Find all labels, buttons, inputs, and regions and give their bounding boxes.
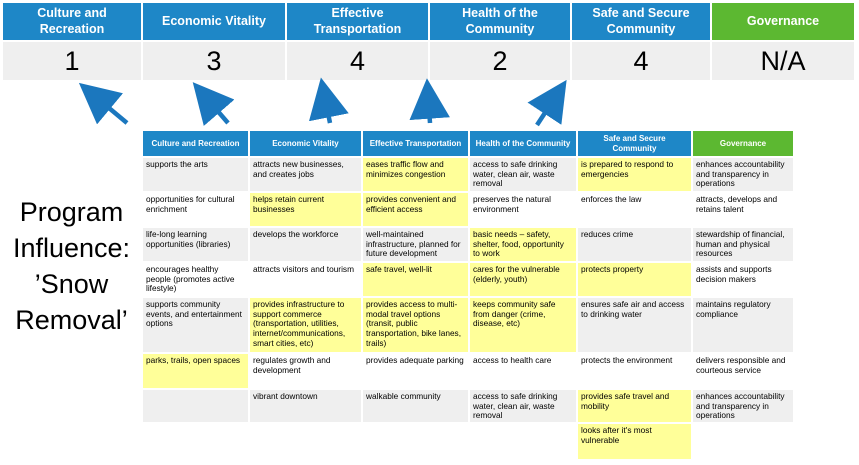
arrow-up-icon bbox=[537, 93, 558, 125]
matrix-cell: keeps community safe from danger (crime, disease, etc) bbox=[470, 298, 576, 352]
matrix-cell bbox=[693, 424, 793, 459]
priority-header-governance: Governance bbox=[712, 3, 854, 40]
matrix-cell: opportunities for cultural enrichment bbox=[143, 193, 248, 226]
matrix-cell: provides access to multi-modal travel options (transit, public transportation, bike lanes, trails) bbox=[363, 298, 468, 352]
matrix-cell: life-long learning opportunities (libraries) bbox=[143, 228, 248, 261]
matrix-cell: enhances accountability and transparency in operations bbox=[693, 158, 793, 191]
matrix-cell: access to safe drinking water, clean air, waste removal bbox=[470, 158, 576, 191]
matrix-cell: access to health care bbox=[470, 354, 576, 388]
matrix-cell: develops the workforce bbox=[250, 228, 361, 261]
matrix-cell: reduces crime bbox=[578, 228, 691, 261]
matrix-cell: is prepared to respond to emergencies bbox=[578, 158, 691, 191]
matrix-cell: eases traffic flow and minimizes congestion bbox=[363, 158, 468, 191]
priority-header-effective-transportation: Effective Transportation bbox=[287, 3, 428, 40]
priority-header-culture-and-recreation: Culture and Recreation bbox=[3, 3, 141, 40]
matrix-cell: enforces the law bbox=[578, 193, 691, 226]
matrix-cell bbox=[470, 424, 576, 459]
program-title-line: Removal’ bbox=[15, 305, 128, 335]
matrix-cell: walkable community bbox=[363, 390, 468, 422]
score-value-effective-transportation: 4 bbox=[287, 42, 428, 80]
matrix-cell: provides infrastructure to support commerce (transportation, utilities, internet/communications, smart cities, etc) bbox=[250, 298, 361, 352]
matrix-cell: ensures safe air and access to drinking water bbox=[578, 298, 691, 352]
matrix-cell: helps retain current businesses bbox=[250, 193, 361, 226]
score-value-safe-and-secure-community: 4 bbox=[572, 42, 710, 80]
matrix-cell bbox=[143, 424, 248, 459]
matrix-cell: protects the environment bbox=[578, 354, 691, 388]
matrix-cell: looks after it's most vulnerable bbox=[578, 424, 691, 459]
matrix-cell bbox=[143, 390, 248, 422]
matrix-cell: cares for the vulnerable (elderly, youth) bbox=[470, 263, 576, 296]
matrix-header-effective-transportation: Effective Transportation bbox=[363, 131, 468, 156]
matrix-cell: encourages healthy people (promotes active lifestyle) bbox=[143, 263, 248, 296]
matrix-cell: provides adequate parking bbox=[363, 354, 468, 388]
matrix-cell: delivers responsible and courteous service bbox=[693, 354, 793, 388]
matrix-cell: supports community events, and entertainment options bbox=[143, 298, 248, 352]
matrix-cell: access to safe drinking water, clean air, waste removal bbox=[470, 390, 576, 422]
matrix-header-economic-vitality: Economic Vitality bbox=[250, 131, 361, 156]
matrix-cell: supports the arts bbox=[143, 158, 248, 191]
matrix-cell: stewardship of financial, human and physical resources bbox=[693, 228, 793, 261]
priority-header-economic-vitality: Economic Vitality bbox=[143, 3, 285, 40]
program-title-line: Influence: bbox=[12, 233, 131, 263]
matrix-cell: safe travel, well-lit bbox=[363, 263, 468, 296]
matrix-cell: vibrant downtown bbox=[250, 390, 361, 422]
matrix-cell bbox=[363, 424, 468, 459]
matrix-header-governance: Governance bbox=[693, 131, 793, 156]
score-row bbox=[3, 42, 854, 80]
program-influence-title bbox=[0, 194, 143, 338]
priority-header-health-of-the-community: Health of the Community bbox=[430, 3, 570, 40]
matrix-cell: protects property bbox=[578, 263, 691, 296]
matrix-cell: maintains regulatory compliance bbox=[693, 298, 793, 352]
score-value-economic-vitality: 3 bbox=[143, 42, 285, 80]
matrix-header-culture-and-recreation: Culture and Recreation bbox=[143, 131, 248, 156]
matrix-cell: provides convenient and efficient access bbox=[363, 193, 468, 226]
matrix-cell: enhances accountability and transparency in operations bbox=[693, 390, 793, 422]
matrix-header-health-of-the-community: Health of the Community bbox=[470, 131, 576, 156]
arrow-up-icon bbox=[324, 93, 330, 123]
matrix-cell: attracts new businesses, and creates jobs bbox=[250, 158, 361, 191]
priority-header-safe-and-secure-community: Safe and Secure Community bbox=[572, 3, 710, 40]
matrix-cell: regulates growth and development bbox=[250, 354, 361, 388]
matrix-cell: well-maintained infrastructure, planned for future development bbox=[363, 228, 468, 261]
matrix-cell: basic needs – safety, shelter, food, opportunity to work bbox=[470, 228, 576, 261]
matrix-cell: attracts visitors and tourism bbox=[250, 263, 361, 296]
score-value-governance: N/A bbox=[712, 42, 854, 80]
arrow-up-icon bbox=[91, 93, 127, 123]
matrix-header-safe-and-secure-community: Safe and Secure Community bbox=[578, 131, 691, 156]
program-title-line: ’Snow bbox=[34, 269, 109, 299]
matrix-cell: attracts, develops and retains talent bbox=[693, 193, 793, 226]
influence-matrix bbox=[143, 131, 793, 459]
score-value-culture-and-recreation: 1 bbox=[3, 42, 141, 80]
matrix-cell bbox=[250, 424, 361, 459]
arrow-up-icon bbox=[203, 94, 228, 123]
matrix-cell: parks, trails, open spaces bbox=[143, 354, 248, 388]
matrix-cell: preserves the natural environment bbox=[470, 193, 576, 226]
matrix-cell: provides safe travel and mobility bbox=[578, 390, 691, 422]
priority-banner bbox=[3, 3, 854, 40]
arrow-up-icon bbox=[428, 94, 430, 123]
score-value-health-of-the-community: 2 bbox=[430, 42, 570, 80]
program-title-line: Program bbox=[19, 197, 124, 227]
matrix-cell: assists and supports decision makers bbox=[693, 263, 793, 296]
